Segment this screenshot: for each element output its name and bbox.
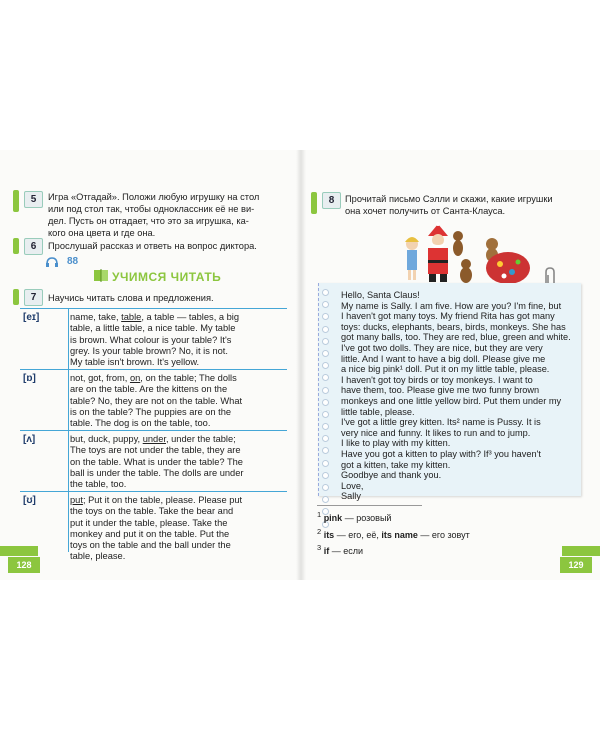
task-5-line: кого она цвета и где она. (48, 228, 156, 238)
task-marker (311, 192, 317, 214)
phonics-line: is on the table? The puppies are on the (70, 406, 232, 417)
letter-line: very nice and funny. It likes to run and to jump. (341, 427, 531, 438)
open-book-icon (93, 267, 109, 283)
footnote-gloss: — его зовут (420, 530, 470, 540)
phonics-line: grey. Is your table brown? No, it is not. (70, 345, 228, 356)
phonics-text (70, 492, 287, 567)
letter-line: monkeys and one little yellow bird. Put them under my (341, 395, 562, 406)
footnote-gloss: — если (331, 546, 363, 556)
letter-line: My name is Sally. I am five. How are you? I'm fine, but (341, 300, 562, 311)
headphones-icon[interactable] (46, 257, 58, 267)
task-number-6: 6 (24, 238, 43, 255)
phonics-line: toys on the table and the ball under the (70, 540, 231, 551)
footnote-1 (317, 510, 391, 523)
task-5-line: Игра «Отгадай». Положи любую игрушку на стол (48, 192, 260, 202)
task-marker (13, 190, 19, 212)
letter-line: I haven't got toy birds or toy monkeys. I want to (341, 374, 533, 385)
phoneme-label: [ɒ] (23, 373, 36, 384)
footnote-term: pink (323, 513, 343, 523)
letter-line: toys: ducks, elephants, bears, birds, monkeys. She has (341, 321, 566, 332)
phonics-table (20, 309, 287, 562)
task-5-text (48, 191, 286, 239)
task-5-line: или под стол так, чтобы одноклассник её не ви- (48, 204, 255, 214)
letter-line: little table, please. (341, 406, 415, 417)
footnote-mark: 3 (317, 543, 322, 552)
task-5-line: дел. Пусть он отгадает, что это за игрушка, ка- (48, 216, 249, 226)
phonics-line: monkey and put it on the table. Put the (70, 528, 230, 539)
footnote-term: if (323, 546, 330, 556)
footnote-term: its name (381, 530, 418, 540)
task-8-line: она хочет получить от Санта-Клауса. (345, 206, 506, 216)
phonics-line: but, duck, puppy, under, under the table; (70, 434, 236, 444)
phonics-line: put it under the table, please. Take the (70, 517, 228, 528)
phonics-row (20, 431, 287, 492)
letter-line: a nice big pink¹ doll. Put it on my little table, please. (341, 364, 550, 375)
footnote-3 (317, 543, 363, 556)
audio-track-number: 88 (67, 256, 79, 267)
letter-line: got many balls, too. They are red, blue, green and white. (341, 332, 571, 343)
footnote-term: its (323, 530, 335, 540)
task-7-text: Научись читать слова и предложения. (48, 293, 214, 303)
phonics-line: ball is under the table. The dolls are under (70, 467, 244, 478)
phonics-text (70, 370, 287, 433)
task-8-text (345, 193, 585, 217)
santa-letter-card (318, 283, 581, 502)
task-number-5: 5 (24, 191, 43, 208)
letter-text (341, 290, 577, 502)
santa-and-toys-illustration (400, 222, 530, 286)
phonics-text (70, 309, 287, 372)
letter-line: have them, too. Please give me two funny brown (341, 385, 540, 396)
page-number-right: 129 (560, 557, 592, 573)
letter-line: Love, (341, 480, 364, 491)
phonics-line: are on the table. Are the kittens on the (70, 384, 228, 395)
task-marker (13, 238, 19, 254)
task-8-line: Прочитай письмо Сэлли и скажи, какие игрушки (345, 194, 553, 204)
footnote-gloss: — розовый (344, 513, 392, 523)
letter-line: I like to play with my kitten. (341, 438, 451, 449)
phonics-line: table, a little table, a nice table. My table (70, 323, 236, 334)
task-number-8: 8 (322, 192, 341, 209)
page-corner-right (562, 546, 600, 556)
phonics-row (20, 370, 287, 431)
letter-line: little. And I want to have a big doll. Please give me (341, 353, 546, 364)
phonics-line: put; Put it on the table, please. Please put (70, 495, 243, 505)
phonics-text (70, 431, 287, 494)
letter-line: Hello, Santa Claus! (341, 290, 420, 300)
phonics-line: is brown. What colour is your table? It's (70, 334, 232, 345)
phonics-line: the table, too. (70, 479, 127, 490)
phonics-row (20, 492, 287, 562)
phoneme-label: [eɪ] (23, 312, 40, 323)
phonics-line: table? No, they are not on the table. What (70, 395, 243, 406)
footnote-gloss: — его, её, (336, 530, 379, 540)
book-gutter (296, 150, 306, 580)
letter-line: I've got two dolls. They are nice, but they are very (341, 342, 543, 353)
footnote-mark: 2 (317, 527, 322, 536)
page-number-left: 128 (8, 557, 40, 573)
phonics-line: table, please. (70, 551, 126, 562)
letter-line: Sally (341, 491, 361, 502)
task-marker (13, 289, 19, 305)
phoneme-label: [ʊ] (23, 495, 36, 506)
letter-line: Goodbye and thank you. (341, 470, 442, 481)
phonics-line: name, take, table, a table — tables, a big (70, 312, 240, 322)
letter-line: Have you got a kitten to play with? If³ you haven't (341, 448, 541, 459)
letter-line: got a kitten, take my kitten. (341, 459, 451, 470)
page-corner-left (0, 546, 38, 556)
binder-holes (322, 289, 328, 533)
letter-line: I've got a little grey kitten. Its² name is Pussy. It is (341, 417, 541, 428)
footnote-mark: 1 (317, 510, 322, 519)
task-6-text: Прослушай рассказ и ответь на вопрос диктора. (48, 241, 257, 251)
phonics-line: table. The dog is on the table, too. (70, 418, 211, 429)
section-heading: УЧИМСЯ ЧИТАТЬ (112, 270, 222, 284)
phonics-row (20, 309, 287, 370)
task-number-7: 7 (24, 289, 43, 306)
phonics-line: My table isn't brown. It's yellow. (70, 357, 200, 368)
phoneme-label: [ʌ] (23, 434, 36, 445)
phonics-line: the toys on the table. Take the bear and (70, 506, 234, 517)
footnote-2 (317, 527, 470, 540)
footnote-rule (317, 505, 422, 506)
phonics-line: on the table. What is under the table? The (70, 456, 243, 467)
phonics-line: The toys are not under the table, they are (70, 445, 241, 456)
letter-line: I haven't got many toys. My friend Rita has got many (341, 311, 555, 322)
phonics-line: not, got, from, on, on the table; The dolls (70, 373, 237, 383)
